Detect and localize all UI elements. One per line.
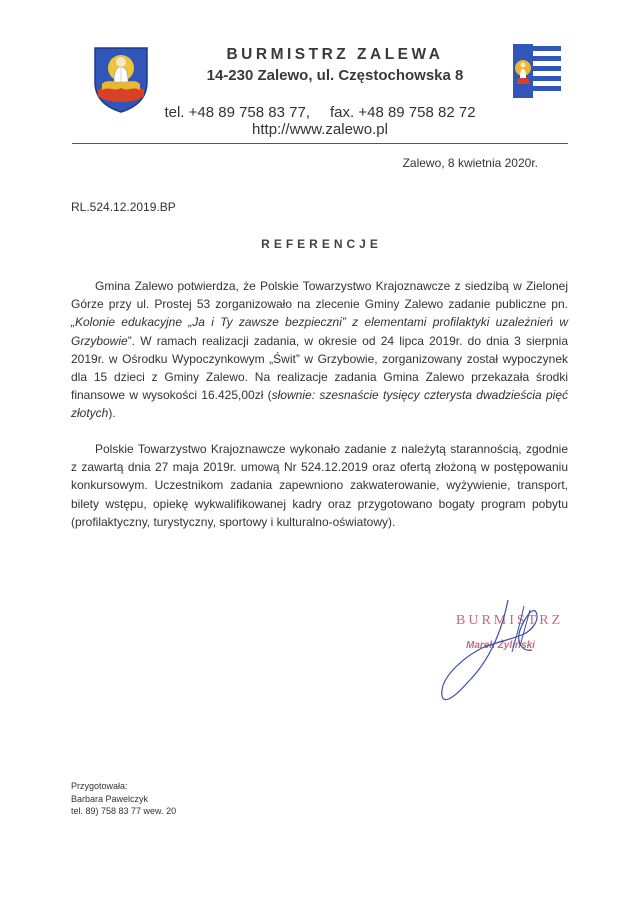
stamp-name: Marek Żyliński: [466, 640, 535, 651]
body-paragraph-1: [71, 277, 568, 423]
office-fax: fax. +48 89 758 82 72: [330, 104, 476, 121]
prepared-by-phone: tel. 89) 758 83 77 wew. 20: [71, 806, 177, 816]
letter-date: Zalewo, 8 kwietnia 2020r.: [402, 156, 538, 170]
para1-text-2: ”. W ramach realizacji zadania, w okresie od 24 lipca 2019r. do dnia 3 sierpnia 2019r. w Ośrodku Wypoczynkowym „Świt” w Grzybowie, zorganizowany został wypoczynek dla 15 dzieci z Gminy Zalewo. Na realizacje zadania Gmina Zalewo przekazała środki finansowe w wysokości 16.425,00zł (: [71, 333, 568, 403]
header-divider: [72, 143, 568, 144]
office-title: BURMISTRZ ZALEWA: [226, 46, 444, 63]
stamp-title: BURMISTRZ: [456, 613, 564, 628]
office-website[interactable]: http://www.zalewo.pl: [252, 121, 388, 138]
prepared-by-label: Przygotowała:: [71, 781, 128, 791]
office-address: 14-230 Zalewo, ul. Częstochowska 8: [206, 67, 464, 84]
office-contact: [120, 104, 520, 121]
para1-amount-words: słownie: szesnaście tysięcy czterysta dwadzieścia pięć złotych: [71, 388, 569, 421]
para1-task-name: „Kolonie edukacyjne „Ja i Ty zawsze bezpieczni” z elementami profilaktyki uzależnień w Grzybowie: [71, 315, 568, 348]
office-phone: tel. +48 89 758 83 77,: [164, 104, 310, 121]
body-paragraph-2: Polskie Towarzystwo Krajoznawcze wykonało zadanie z należytą starannością, zgodnie z zawartą dnia 27 maja 2019r. umową Nr 524.12.2019 oraz ofertą złożoną w postępowaniu konkursowym. Uczestnikom zadania zapewniono zakwaterowanie, wyżywienie, transport, bilety wstępu, opiekę wykwalifikowanej kadry oraz przygotowano bogaty program pobytu (profilaktyczny, turystyczny, sportowy i kulturalno-oświatowy).: [71, 442, 568, 529]
reference-number: RL.524.12.2019.BP: [71, 200, 176, 214]
signature-stamp: [420, 590, 580, 720]
letter-heading: REFERENCJE: [261, 237, 382, 251]
flag-emblem-icon: [513, 44, 561, 98]
para1-text-3: ).: [108, 406, 116, 421]
prepared-by-name: Barbara Pawelczyk: [71, 793, 149, 804]
para1-text-1: Gmina Zalewo potwierdza, że Polskie Towarzystwo Krajoznawcze z siedzibą w Zielonej Górze przy ul. Prostej 53 zorganizowało na zlecenie Gminy Zalewo zadanie publiczne pn.: [71, 279, 568, 312]
prepared-by-block: [71, 780, 176, 818]
